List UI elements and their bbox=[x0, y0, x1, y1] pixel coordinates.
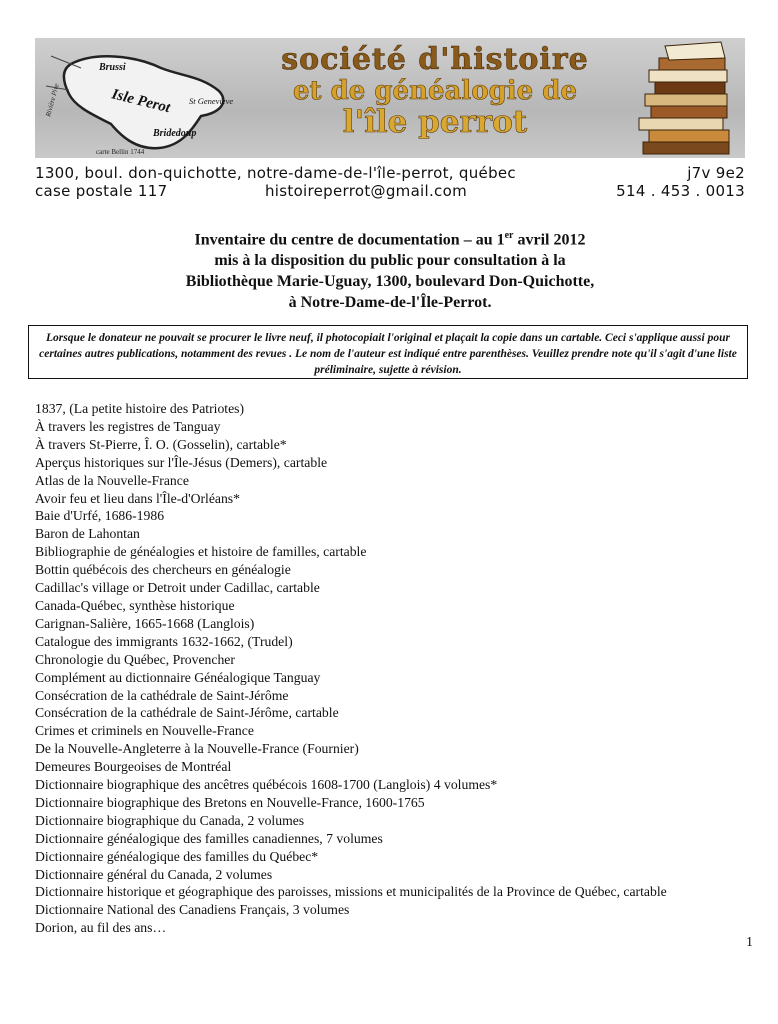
list-item: Dictionnaire National des Canadiens Français, 3 volumes bbox=[35, 902, 350, 918]
list-item: Cadillac's village or Detroit under Cadillac, cartable bbox=[35, 580, 320, 596]
letterhead bbox=[35, 38, 745, 206]
map-caption: carte Bellin 1744 bbox=[96, 148, 145, 156]
list-item: Atlas de la Nouvelle-France bbox=[35, 472, 189, 488]
list-item: Baron de Lahontan bbox=[35, 526, 140, 542]
list-item: Chronologie du Québec, Provencher bbox=[35, 651, 235, 667]
map-label: Isle Perot bbox=[110, 86, 172, 117]
list-item: Consécration de la cathédrale de Saint-Jérôme bbox=[35, 687, 289, 703]
list-item: Dictionnaire biographique du Canada, 2 volumes bbox=[35, 812, 305, 828]
map-label: Brussi bbox=[99, 62, 126, 73]
title-line-4: à Notre-Dame-de-l'Île-Perrot. bbox=[288, 294, 492, 312]
document-title bbox=[80, 225, 700, 313]
page-number: 1 bbox=[746, 935, 753, 950]
list-item: À travers St-Pierre, Î. O. (Gosselin), cartable* bbox=[35, 436, 287, 452]
list-item: Avoir feu et lieu dans l'Île-d'Orléans* bbox=[35, 490, 240, 506]
brand-line-3: l'île perrot bbox=[342, 104, 528, 140]
list-item: Catalogue des immigrants 1632-1662, (Trudel) bbox=[35, 633, 293, 649]
list-item: De la Nouvelle-Angleterre à la Nouvelle-France (Fournier) bbox=[35, 741, 359, 757]
list-item: À travers les registres de Tanguay bbox=[35, 418, 221, 434]
list-item: 1837, (La petite histoire des Patriotes) bbox=[35, 401, 245, 416]
book-stack-icon bbox=[625, 38, 745, 158]
title-line-2: mis à la disposition du public pour consultation à la bbox=[214, 252, 566, 270]
list-item: Bibliographie de généalogies et histoire de familles, cartable bbox=[35, 544, 367, 560]
list-item: Dictionnaire général du Canada, 2 volumes bbox=[35, 866, 273, 882]
list-item: Crimes et criminels en Nouvelle-France bbox=[35, 723, 254, 739]
title-line-1: Inventaire du centre de documentation – au 1er avril 2012 bbox=[194, 230, 586, 249]
phone-number: 514 . 453 . 0013 bbox=[616, 182, 745, 200]
list-item: Baie d'Urfé, 1686-1986 bbox=[35, 508, 165, 524]
brand-line-1: société d'histoire bbox=[281, 42, 589, 77]
list-item: Consécration de la cathédrale de Saint-Jérôme, cartable bbox=[35, 705, 339, 721]
list-item: Complément au dictionnaire Généalogique Tanguay bbox=[35, 669, 321, 685]
brand-line-2: et de généalogie de bbox=[293, 76, 577, 106]
banner-image bbox=[35, 38, 745, 158]
list-item: Aperçus historiques sur l'Île-Jésus (Demers), cartable bbox=[35, 454, 328, 470]
list-item: Dictionnaire biographique des ancêtres québécois 1608-1700 (Langlois) 4 volumes* bbox=[35, 777, 498, 793]
list-item: Carignan-Salière, 1665-1668 (Langlois) bbox=[35, 615, 255, 631]
map-label: Rivière Pive bbox=[44, 82, 61, 118]
island-map-icon bbox=[41, 46, 241, 156]
inventory-list bbox=[35, 400, 755, 937]
list-item: Demeures Bourgeoises de Montréal bbox=[35, 759, 232, 775]
list-item: Canada-Québec, synthèse historique bbox=[35, 597, 235, 613]
society-name bbox=[245, 44, 625, 138]
map-label: St Genevieve bbox=[189, 96, 234, 106]
list-item: Dictionnaire historique et géographique des paroisses, missions et municipalités de la Province de Québec, cartable bbox=[35, 884, 667, 900]
list-item: Dorion, au fil des ans… bbox=[35, 920, 167, 936]
list-item: Dictionnaire généalogique des familles canadiennes, 7 volumes bbox=[35, 830, 383, 846]
map-label: Bridedoup bbox=[153, 128, 197, 139]
email-link[interactable]: histoireperrot@gmail.com bbox=[265, 182, 467, 200]
list-item: Dictionnaire biographique des Bretons en Nouvelle-France, 1600-1765 bbox=[35, 794, 425, 810]
list-item: Dictionnaire généalogique des familles du Québec* bbox=[35, 848, 319, 864]
list-item: Bottin québécois des chercheurs en généalogie bbox=[35, 562, 291, 578]
notice-box: Lorsque le donateur ne pouvait se procurer le livre neuf, il photocopiait l'original et plaçait la copie dans un cartable. Ceci s'applique aussi pour certaines autres publications, notamment des revues . Le nom de l'auteur est indiqué entre parenthèses. Veuillez prendre note qu'il s'agit d'une liste préliminaire, sujette à révision. bbox=[28, 325, 748, 379]
po-box: case postale 117 bbox=[35, 182, 168, 200]
street-address: 1300, boul. don-quichotte, notre-dame-de-l'île-perrot, québec bbox=[35, 164, 516, 182]
contact-info bbox=[35, 164, 745, 200]
postal-code: j7v 9e2 bbox=[687, 164, 745, 182]
title-line-3: Bibliothèque Marie-Uguay, 1300, boulevard Don-Quichotte, bbox=[185, 273, 595, 291]
